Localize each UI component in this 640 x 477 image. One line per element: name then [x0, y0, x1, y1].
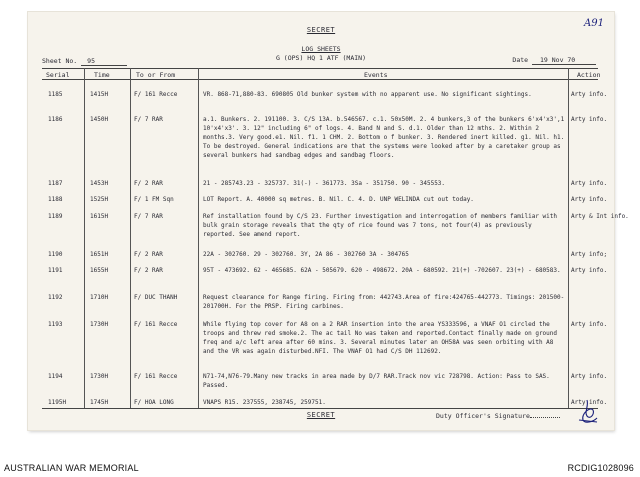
row-time: 1525H [90, 196, 109, 203]
row-events: LOT Report. A. 40000 sq metres. B. Nil. C. 4. D. UNP WELINDA cut out today. [203, 196, 474, 203]
row-events: Request clearance for Range firing. Firing from: 442743.Area of fire:424765-442773. Timings: 201500-201700H. For the PRSP. Firing carbines. [203, 294, 565, 310]
row-from: F/ DUC THANH [134, 294, 178, 301]
log-sheet [28, 12, 629, 430]
sheet-number [42, 57, 127, 66]
row-time: 1710H [90, 294, 109, 301]
row-events: 95T - 473692. 62 - 465685. 62A - 505679. 620 - 498672. 20A - 680592. 21(+) -702607. 23(+) - 680583. [203, 267, 561, 274]
header-rule-top [42, 68, 598, 69]
row-from: F/ 161 Recce [134, 91, 178, 98]
column-divider [84, 68, 85, 408]
row-serial: 1187 [48, 180, 63, 187]
duty-officer-label: Duty Officer's Signature [436, 412, 530, 420]
date-value: 19 Nov 70 [532, 56, 596, 65]
row-action: Arty info. [571, 91, 608, 98]
row-serial: 1195H [48, 399, 67, 406]
row-serial: 1193 [48, 321, 63, 328]
row-serial: 1188 [48, 196, 63, 203]
row-action: Arty info. [571, 180, 608, 187]
row-serial: 1192 [48, 294, 63, 301]
row-serial: 1194 [48, 373, 63, 380]
table-rule-bottom [42, 408, 598, 409]
row-events: While flying top cover for A8 on a 2 RAR insertion into the area YS333596, a VNAF O1 circled the troops and threw red smoke.2. The ac tail No was taken and reported.Contact finally made on ground freq and a/c left area after 60 mins. 3. Several minutes later an OH58A was seen orbiting with A8 and the VR was again disturbed.NFI. The VNAF O1 had C/S DH 112692. [203, 321, 558, 355]
sheet-number-label: Sheet No. [42, 57, 78, 65]
row-from: F/ 7 RAR [134, 213, 163, 220]
row-from: F/ 161 Recce [134, 373, 178, 380]
row-action: Arty info. [571, 399, 608, 406]
row-from: F/ 7 RAR [134, 116, 163, 123]
header-title: LOG SHEETS [301, 45, 341, 53]
row-serial: 1185 [48, 91, 63, 98]
row-serial: 1186 [48, 116, 63, 123]
col-header-action: Action [577, 71, 601, 79]
row-action: Arty info. [571, 373, 608, 380]
row-events: VNAPS R15. 237555, 238745, 259751. [203, 399, 326, 406]
row-events: VR. 868-71,880-83. 690805 Old bunker system with no apparent use. No significant sightings. [203, 91, 532, 98]
row-time: 1655H [90, 267, 109, 274]
column-divider [198, 68, 199, 408]
col-header-time: Time [94, 71, 110, 79]
footer-archive-name: AUSTRALIAN WAR MEMORIAL [4, 463, 139, 473]
row-time: 1453H [90, 180, 109, 187]
row-from: F/ HOA LONG [134, 399, 174, 406]
classification-bottom: SECRET [306, 411, 336, 419]
row-serial: 1190 [48, 251, 63, 258]
row-time: 1615H [90, 213, 109, 220]
col-header-serial: Serial [46, 71, 70, 79]
signature-mark-icon [575, 398, 601, 426]
row-from: F/ 2 RAR [134, 251, 163, 258]
row-time: 1745H [90, 399, 109, 406]
row-action: Arty info. [571, 321, 608, 328]
row-serial: 1191 [48, 267, 63, 274]
col-header-events: Events [364, 71, 388, 79]
row-from: F/ 1 FM Sqn [134, 196, 174, 203]
row-time: 1730H [90, 373, 109, 380]
column-divider [568, 68, 569, 408]
row-action: Arty info; [571, 251, 608, 258]
col-header-from: To or From [136, 71, 176, 79]
classification-top: SECRET [306, 26, 336, 34]
row-from: F/ 2 RAR [134, 267, 163, 274]
footer-record-id: RCDIG1028096 [567, 463, 634, 473]
sheet-date [512, 56, 596, 65]
duty-officer-signature [436, 412, 560, 420]
row-action: Arty & Int info. [571, 213, 629, 220]
row-time: 1415H [90, 91, 109, 98]
row-action: Arty info. [571, 267, 608, 274]
row-events: a.1. Bunkers. 2. 191100. 3. C/S 13A. b.546567. c.1. 50x50M. 2. 4 bunkers,3 of the bunkers 6'x4'x3',1 10'x4'x3'. 3. 12" including 6" of logs. 4. Band N and S. d.1. Older than 12 mths. 2. Within 2 months.3. Very good.e1. Nil. f1. 1 CHM. 2. Bottom o f bunker. 3. Rendered inert killed. g1. Nil. h1. To be destroyed. General indications are that the systems were looked after by a caretaker group as several bunkers had sandbag edges and sandbag floors. [203, 116, 565, 159]
row-from: F/ 161 Recce [134, 321, 178, 328]
header-rule-bottom [42, 79, 598, 80]
folio-number: A91 [584, 18, 604, 29]
row-action: Arty info. [571, 116, 608, 123]
row-events: Ref installation found by C/S 23. Further investigation and interrogation of members familiar with bulk grain storage reveals that the qty of rice found was 7 tons, not four(4) as previously reported. See amend report. [203, 213, 558, 238]
row-events: N71-74,N76-79.Many new tracks in area made by D/7 RAR.Track nov vic 728798. Action: Pass to SAS. Passed. [203, 373, 550, 389]
row-serial: 1189 [48, 213, 63, 220]
column-divider [130, 68, 131, 408]
row-action: Arty info. [571, 196, 608, 203]
header-unit: G (OPS) HQ 1 ATF (MAIN) [275, 54, 366, 62]
date-label: Date [512, 56, 529, 64]
row-time: 1450H [90, 116, 109, 123]
row-events: 22A - 302760. 29 - 302760. 3Y, 2A 86 - 302760 3A - 304765 [203, 251, 409, 258]
row-time: 1651H [90, 251, 109, 258]
row-from: F/ 2 RAR [134, 180, 163, 187]
sheet-number-value: 95 [81, 57, 127, 66]
row-time: 1730H [90, 321, 109, 328]
row-events: 21 - 285743.23 - 325737. 31(-) - 361773. 3Sa - 351750. 90 - 345553. [203, 180, 446, 187]
